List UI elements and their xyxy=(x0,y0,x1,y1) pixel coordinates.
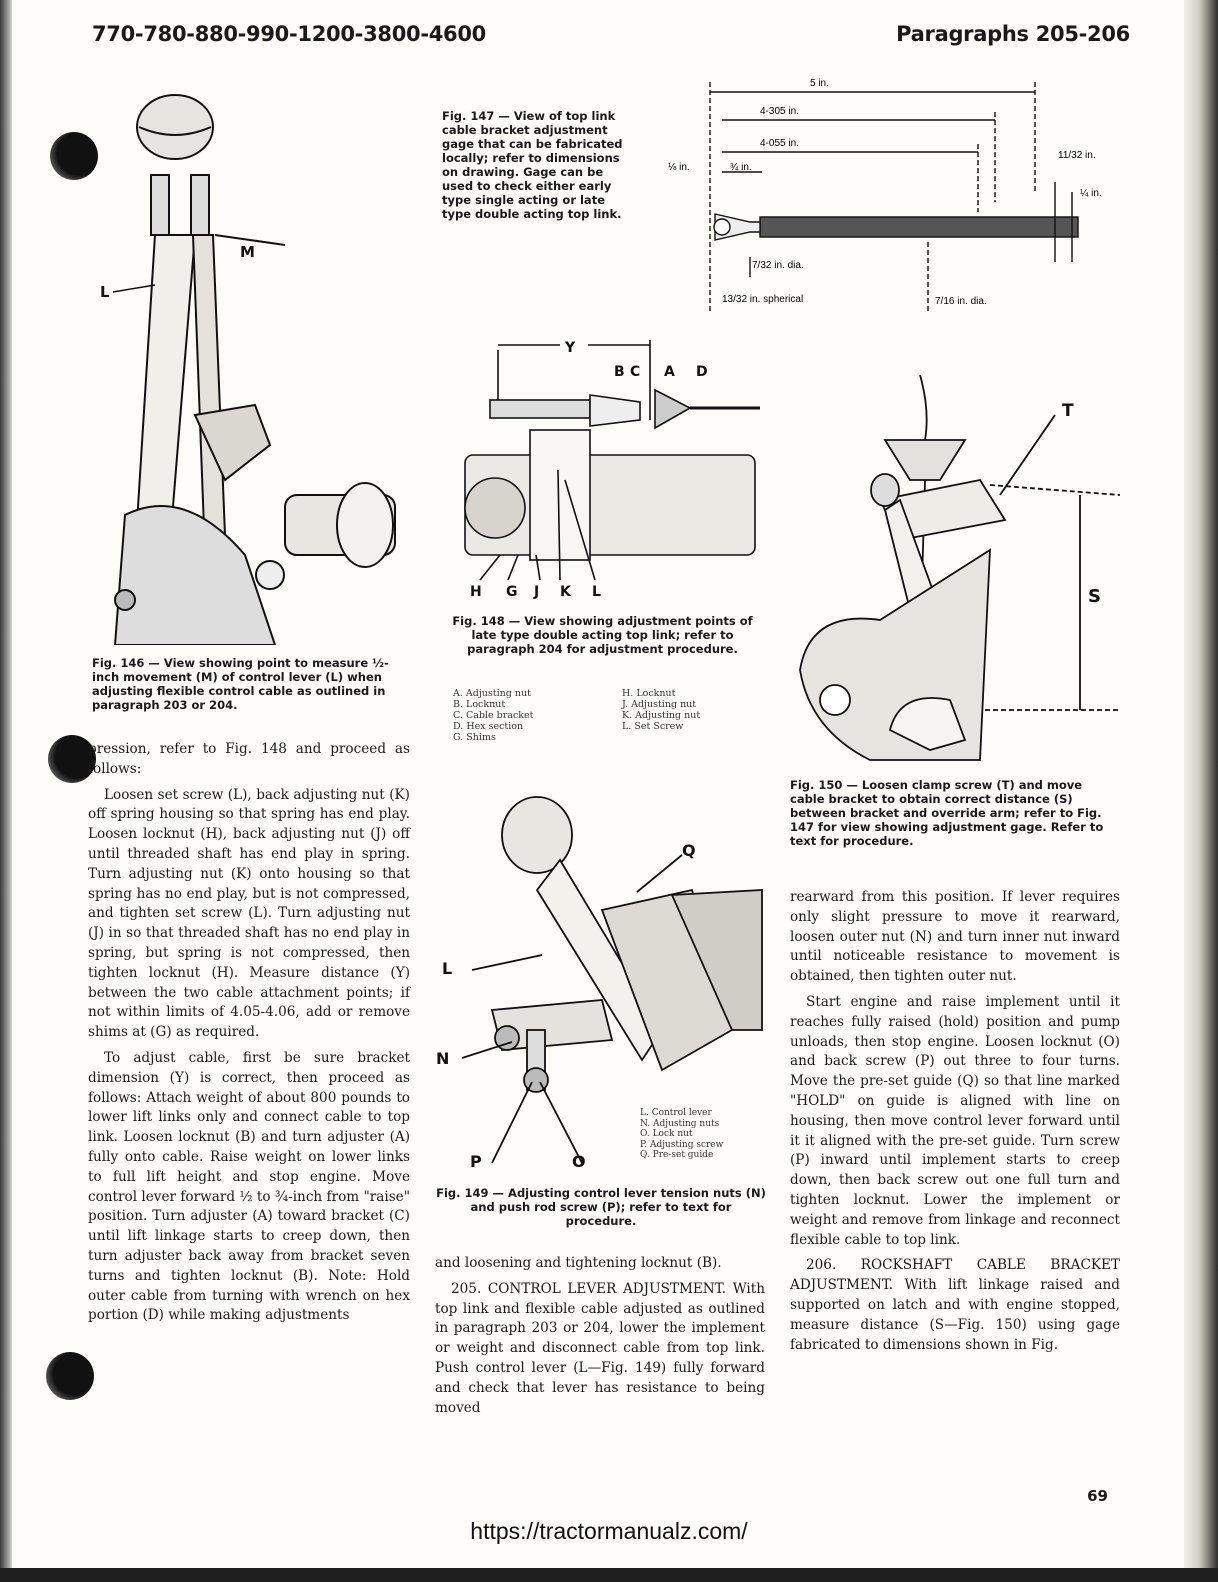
bottom-shadow-bar xyxy=(0,1568,1218,1582)
fig148-label-c: C xyxy=(630,364,641,380)
column-2-text xyxy=(435,1254,765,1424)
fig148-legend-item: L. Set Screw xyxy=(622,721,684,732)
fig147-dim-5in: 5 in. xyxy=(810,78,829,89)
fig148-label-a: A xyxy=(664,364,675,380)
col1-paragraph: To adjust cable, first be sure bracket dimension (Y) is correct, then proceed as follows: Attach weight of about 800 pounds to lower lift links only and connect cable to top link. Loosen locknut (B) and turn adjuster (A) fully onto cable. Raise weight on lower links to full lift height and stop engine. Move control lever forward ½ to ¾-inch from "raise" position. Turn adjuster (A) toward bracket (C) until lift linkage starts to creep down, then turn adjuster back away from bracket seven turns and tighten locknut (B). Note: Hold outer cable from turning with wrench on hex portion (D) while making adjustments xyxy=(88,1049,410,1324)
fig150-caption: Fig. 150 — Loosen clamp screw (T) and move cable bracket to obtain correct distance (S) between bracket and override arm; refer to Fig. 147 for view showing adjustment gage. Refer to text for procedure. xyxy=(790,778,1104,848)
fig148-label-y: Y xyxy=(565,340,576,356)
fig148-legend-left xyxy=(453,688,533,743)
fig149-caption: Fig. 149 — Adjusting control lever tension nuts (N) and push rod screw (P); refer to text for procedure. xyxy=(436,1186,766,1228)
fig149-legend-item: L. Control lever xyxy=(640,1108,712,1118)
fig149-label-q: Q xyxy=(682,841,696,860)
page-number: 69 xyxy=(1087,1487,1108,1505)
column-1-text xyxy=(88,740,410,1332)
col3-paragraph: 206. ROCKSHAFT CABLE BRACKET ADJUSTMENT. With lift linkage raised and supported on latch and with engine stopped, measure distance (S—Fig. 150) using gage fabricated to dimensions shown in Fig. xyxy=(790,1257,1120,1353)
fig148-label-j: J xyxy=(534,584,540,600)
punch-hole-bottom xyxy=(46,1352,94,1400)
fig147-dim-quarter: ¼ in. xyxy=(1080,188,1102,199)
punch-hole-top xyxy=(50,132,98,180)
fig147-dim-threequarter: ¾ in. xyxy=(730,162,752,173)
fig147-dim-7-32-dia: 7/32 in. dia. xyxy=(752,260,804,271)
col2-paragraph: and loosening and tightening locknut (B). xyxy=(435,1255,722,1271)
fig147-dim-eighth: ⅛ in. xyxy=(668,162,690,173)
fig146-illustration xyxy=(95,85,415,645)
fig148-legend-item: B. Locknut xyxy=(453,699,506,710)
footer-url[interactable]: https://tractormanualz.com/ xyxy=(470,1518,748,1544)
fig148-label-d: D xyxy=(696,364,708,380)
fig148-label-h: H xyxy=(470,584,482,600)
page-left-edge xyxy=(0,0,12,1582)
fig147-dim-7-16-dia: 7/16 in. dia. xyxy=(935,296,987,307)
fig149-label-l: L xyxy=(442,959,453,978)
col3-paragraph: rearward from this position. If lever requires only slight pressure to move it rearward, loosen outer nut (N) and turn inner nut inward until noticeable resistance to movement is obtained, then tighten outer nut. xyxy=(790,889,1120,985)
fig148-caption: Fig. 148 — View showing adjustment points of late type double acting top link; refer to paragraph 204 for adjustment procedure. xyxy=(452,614,753,656)
fig147-dim-11-32: 11/32 in. xyxy=(1058,150,1096,161)
fig149-label-p: P xyxy=(470,1152,482,1171)
fig148-legend-right xyxy=(622,688,700,732)
fig147-dim-4305: 4-305 in. xyxy=(760,106,799,117)
page-binding-edge xyxy=(1184,0,1218,1582)
fig149-legend-item: Q. Pre-set guide xyxy=(640,1150,714,1160)
fig148-label-k: K xyxy=(560,584,571,600)
header-models: 770-780-880-990-1200-3800-4600 xyxy=(92,22,486,46)
fig148-label-g: G xyxy=(506,584,518,600)
fig148-legend-item: J. Adjusting nut xyxy=(622,699,697,710)
fig148-legend-item: G. Shims xyxy=(453,732,496,743)
fig150-label-t: T xyxy=(1062,401,1074,421)
fig149-legend xyxy=(640,1108,723,1161)
fig146-caption: Fig. 146 — View showing point to measure ½-inch movement (M) of control lever (L) when adjusting flexible control cable as outlined in paragraph 203 or 204. xyxy=(92,656,389,712)
fig148-legend-item: A. Adjusting nut xyxy=(453,688,531,699)
fig149-legend-item: N. Adjusting nuts xyxy=(640,1118,720,1129)
col1-paragraph: Loosen set screw (L), back adjusting nut (K) off spring housing so that spring has end play. Loosen locknut (H), back adjusting nut (J) off until threaded shaft has end play in spring. Turn adjusting nut (K) onto housing so that spring has no end play, but is not compressed, and tighten set screw (L). Turn adjusting nut (J) in so that threaded shaft has no end play in spring, but spring is not compressed, then tighten locknut (H). Measure distance (Y) between the two cable attachment points; if not within limits of 4.05-4.06, add or remove shims at (G) as required. xyxy=(88,786,410,1041)
col3-paragraph: Start engine and raise implement until it reaches fully raised (hold) position and pump unloads, then stop engine. Loosen locknut (O) and back screw (P) out three to four turns. Move the pre-set guide (Q) so that line marked "HOLD" on guide is aligned with line on housing, then move control lever forward until it it aligned with the pre-set guide. Turn screw (P) inward until implement starts to creep down, then back screw out one full turn and tighten locknut. Lower the implement or weight and remove from linkage and reconnect flexible cable to top link. xyxy=(790,993,1120,1248)
fig147-gage-drawing xyxy=(660,72,1130,322)
fig147-caption: Fig. 147 — View of top link cable bracket adjustment gage that can be fabricated locally; refer to dimensions on drawing. Gage can be used to check either early type single acting or late type double acting top link. xyxy=(442,109,623,221)
fig148-legend-item: D. Hex section xyxy=(453,721,524,732)
fig147-dim-13-32-spherical: 13/32 in. spherical xyxy=(722,294,804,305)
fig149-label-o: O xyxy=(572,1152,586,1171)
column-3-text xyxy=(790,888,1120,1361)
fig148-legend-item: H. Locknut xyxy=(622,688,676,699)
fig148-illustration xyxy=(440,330,770,605)
fig149-legend-item: P. Adjusting screw xyxy=(640,1139,724,1150)
fig148-label-l: L xyxy=(592,584,601,600)
fig150-illustration xyxy=(790,370,1125,770)
fig146-label-l: L xyxy=(100,283,110,301)
fig148-label-b: B xyxy=(614,364,625,380)
fig148-legend-item: C. Cable bracket xyxy=(453,710,534,721)
col2-paragraph: 205. CONTROL LEVER ADJUSTMENT. With top link and flexible cable adjusted as outlined in paragraph 203 or 204, lower the implement or weight and disconnect cable from top link. Push control lever (L—Fig. 149) fully forward and check that lever has resistance to being moved xyxy=(435,1280,765,1416)
fig147-dim-4055: 4-055 in. xyxy=(760,138,799,149)
fig148-legend-item: K. Adjusting nut xyxy=(622,710,701,721)
fig150-label-s: S xyxy=(1088,586,1101,607)
fig149-label-n: N xyxy=(436,1049,450,1068)
fig146-label-m: M xyxy=(240,243,255,261)
header-paragraphs: Paragraphs 205-206 xyxy=(896,22,1130,46)
fig149-legend-item: O. Lock nut xyxy=(640,1129,693,1139)
col1-paragraph: pression, refer to Fig. 148 and proceed as follows: xyxy=(88,741,410,777)
